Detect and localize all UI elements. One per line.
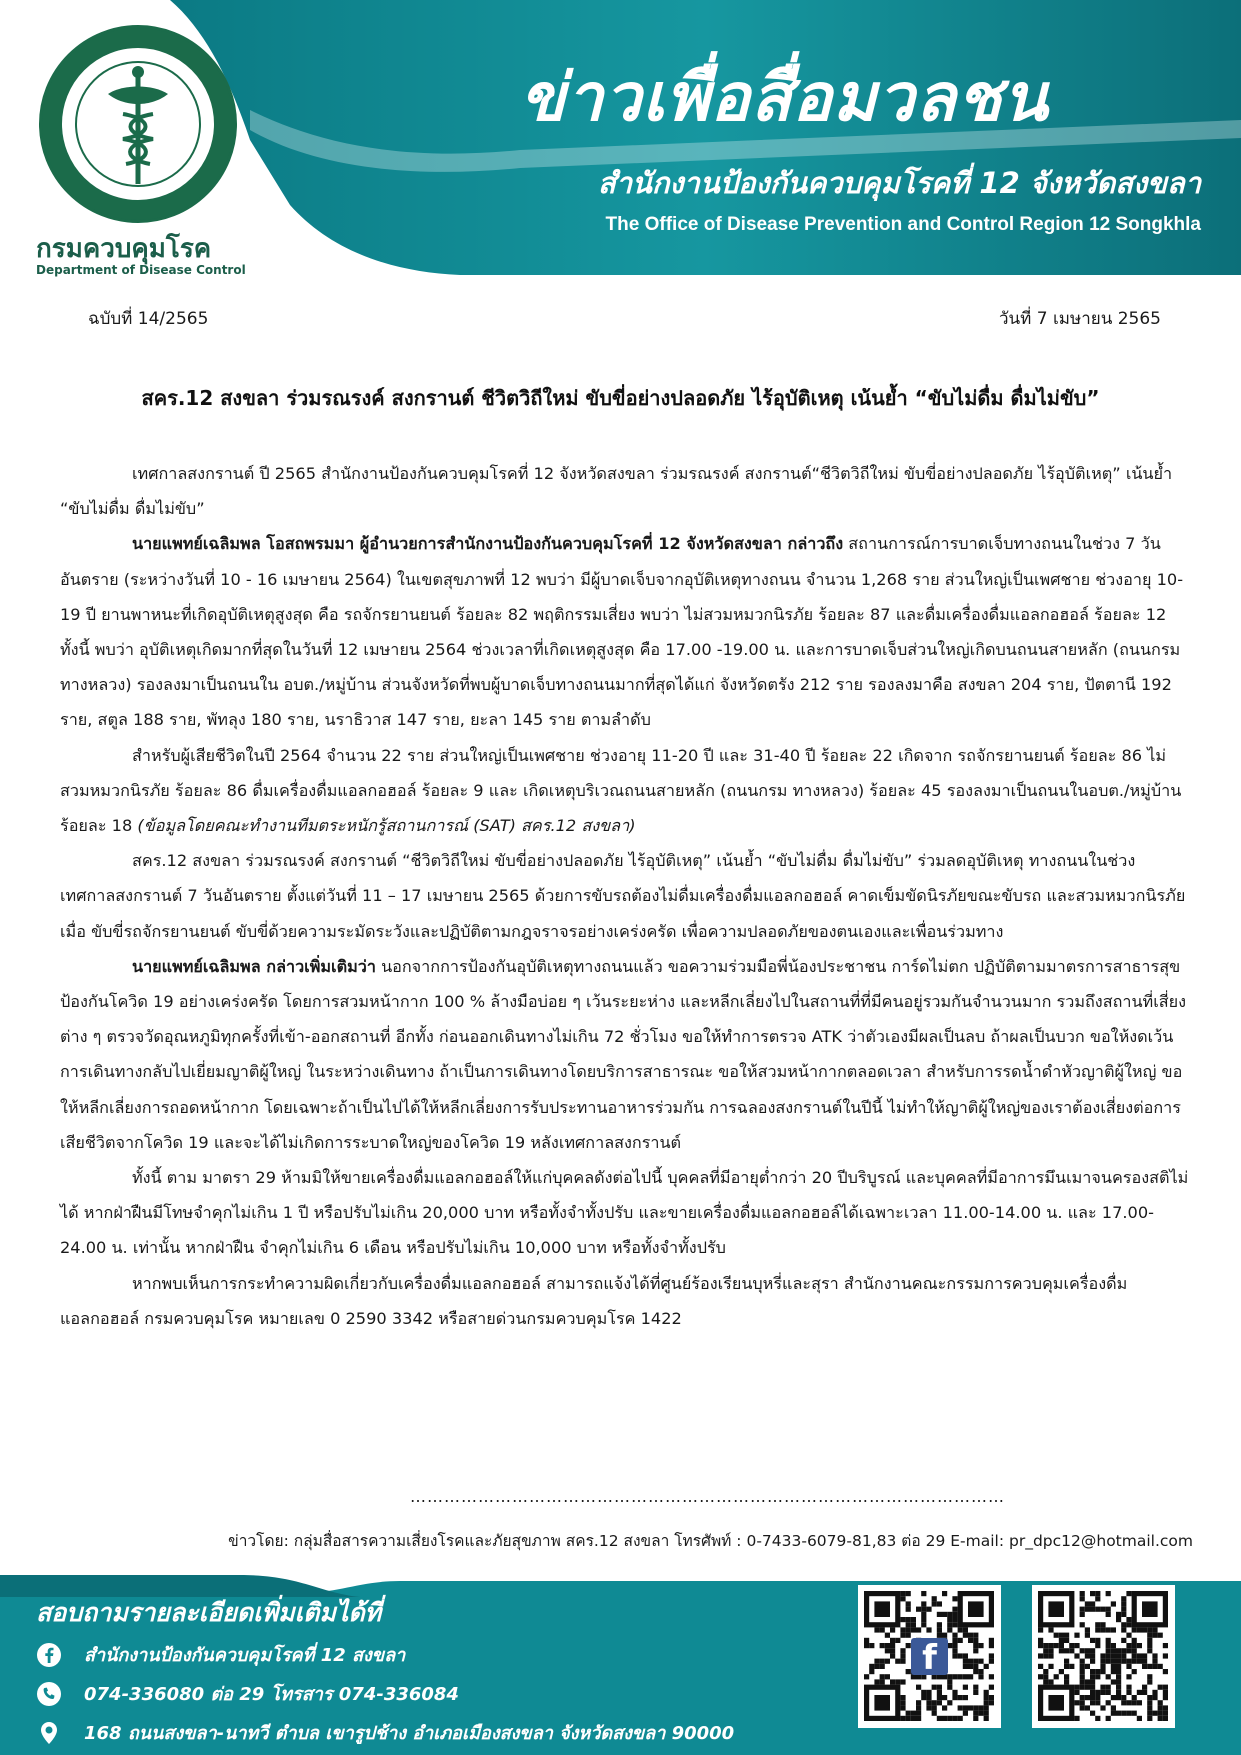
svg-text:f: f: [922, 1638, 937, 1678]
footer-facebook-row[interactable]: [36, 1640, 405, 1669]
article-body: [60, 456, 1190, 1336]
qr-code-icon[interactable]: [858, 1585, 1001, 1728]
office-address: 168 ถนนสงขลา-นาทวี ตำบล เขารูปช้าง อำเภอเมืองสงขลา จังหวัดสงขลา 90000: [84, 1723, 735, 1744]
issue-number: ฉบับที่ 14/2565: [88, 309, 209, 329]
footer-address-row: [36, 1718, 734, 1747]
phone-fax-number: 074-336080 ต่อ 29 โทรสาร 074-336084: [84, 1684, 459, 1705]
paragraph-2: นายแพทย์เฉลิมพล โอสถพรมมา ผู้อำนวยการสำนักงานป้องกันควบคุมโรคที่ 12 จังหวัดสงขลา กล่าวถึง สถานการณ์การบาดเจ็บทางถนนในช่วง 7 วันอันตราย (ระหว่างวันที่ 10 - 16 เมษายน 2564) ในเขตสุขภาพที่ 12 พบว่า มีผู้บาดเจ็บจากอุบัติเหตุทางถนน จำนวน 1,268 ราย ส่วนใหญ่เป็นเพศชาย ช่วงอายุ 10-19 ปี ยานพาหนะที่เกิดอุบัติเหตุสูงสุด คือ รถจักรยานยนต์ ร้อยละ 82 พฤติกรรมเสี่ยง พบว่า ไม่สวมหมวกนิรภัย ร้อยละ 87 และดื่มเครื่องดื่มแอลกอฮอล์ ร้อยละ 12 ทั้งนี้ พบว่า อุบัติเหตุเกิดมากที่สุดในวันที่ 12 เมษายน 2564 ช่วงเวลาที่เกิดเหตุสูงสุด คือ 17.00 -19.00 น. และการบาดเจ็บส่วนใหญ่เกิดบนถนนสายหลัก (ถนนกรมทางหลวง) รองลงมาเป็นถนนใน อบต./หมู่บ้าน ส่วนจังหวัดที่พบผู้บาดเจ็บทางถนนมากที่สุดได้แก่ จังหวัดตรัง 212 ราย รองลงมาคือ สงขลา 204 ราย, ปัตตานี 192 ราย, สตูล 188 ราย, พัทลุง 180 ราย, นราธิวาส 147 ราย, ยะลา 145 ราย ตามลำดับ: [60, 534, 1184, 730]
separator-line: ……………………………………………………………………………………………: [410, 1487, 1005, 1506]
paragraph-3: สำหรับผู้เสียชีวิตในปี 2564 จำนวน 22 ราย ส่วนใหญ่เป็นเพศชาย ช่วงอายุ 11-20 ปี และ 31-40 ปี ร้อยละ 22 เกิดจาก รถจักรยานยนต์ ร้อยละ 86 ไม่สวมหมวกนิรภัย ร้อยละ 86 ดื่มเครื่องดื่มแอลกอฮอล์ ร้อยละ 9 และ เกิดเหตุบริเวณถนนสายหลัก (ถนนกรม ทางหลวง) ร้อยละ 45 รองลงมาเป็นถนนในอบต./หมู่บ้าน ร้อยละ 18 (ข้อมูลโดยคณะทำงานทีมตระหนักรู้สถานการณ์ (SAT) สคร.12 สงขลา): [60, 745, 1182, 836]
phone-icon: [36, 1681, 62, 1707]
qr-code-icon[interactable]: [1032, 1585, 1175, 1728]
paragraph-5: นายแพทย์เฉลิมพล กล่าวเพิ่มเติมว่า นอกจากการป้องกันอุบัติเหตุทางถนนแล้ว ขอความร่วมมือพี่น้องประชาชน การ์ดไม่ตก ปฏิบัติตามมาตรการสาธารสุขป้องกันโควิด 19 อย่างเคร่งครัด โดยการสวมหน้ากาก 100 % ล้างมือบ่อย ๆ เว้นระยะห่าง และหลีกเลี่ยงไปในสถานที่ที่มีคนอยู่รวมกันจำนวนมาก รวมถึงสถานที่เสี่ยงต่าง ๆ ตรวจวัดอุณหภูมิทุกครั้งที่เข้า-ออกสถานที่ อีกทั้ง ก่อนออกเดินทางไม่เกิน 72 ชั่วโมง ขอให้ทำการตรวจ ATK ว่าตัวเองมีผลเป็นลบ ถ้าผลเป็นบวก ขอให้งดเว้นการเดินทางกลับไปเยี่ยมญาติผู้ใหญ่ ในระหว่างเดินทาง ถ้าเป็นการเดินทางโดยบริการสาธารณะ ขอให้สวมหน้ากากตลอดเวลา สำหรับการรดน้ำดำหัวญาติผู้ใหญ่ ขอให้หลีกเลี่ยงการถอดหน้ากาก โดยเฉพาะถ้าเป็นไปได้ให้หลีกเลี่ยงการรับประทานอาหารร่วมกัน การฉลองสงกรานต์ในปีนี้ ไม่ทำให้ญาติผู้ใหญ่ของเราต้องเสี่ยงต่อการเสียชีวิตจากโควิด 19 และจะได้ไม่เกิดการระบาดใหญ่ของโควิด 19 หลังเทศกาลสงกรานต์: [60, 956, 1187, 1152]
footer-phone-row[interactable]: [36, 1679, 459, 1708]
footer-title: สอบถามรายละเอียดเพิ่มเติมได้ที่: [36, 1598, 382, 1627]
facebook-icon: [36, 1642, 62, 1668]
office-name-thai: สำนักงานป้องกันควบคุมโรคที่ 12 จังหวัดสงขลา: [598, 166, 1201, 200]
paragraph-6: ทั้งนี้ ตาม มาตรา 29 ห้ามมิให้ขายเครื่องดื่มแอลกอฮอล์ให้แก่บุคคลดังต่อไปนี้ บุคคลที่มีอายุต่ำกว่า 20 ปีบริบูรณ์ และบุคคลที่มีอาการมึนเมาจนครองสติไม่ได้ หากฝ่าฝืนมีโทษจำคุกไม่เกิน 1 ปี หรือปรับไม่เกิน 20,000 บาท หรือทั้งจำทั้งปรับ และขายเครื่องดื่มแอลกอฮอล์ได้เฉพาะเวลา 11.00-14.00 น. และ 17.00-24.00 น. เท่านั้น หากฝ่าฝืน จำคุกไม่เกิน 6 เดือน หรือปรับไม่เกิน 10,000 บาท หรือทั้งจำทั้งปรับ: [60, 1168, 1189, 1258]
paragraph-4: สคร.12 สงขลา ร่วมรณรงค์ สงกรานต์ “ชีวิตวิถีใหม่ ขับขี่อย่างปลอดภัย ไร้อุบัติเหตุ” เน้นย้ำ “ขับไม่ดื่ม ดื่มไม่ขับ” ร่วมลดอุบัติเหตุ ทางถนนในช่วงเทศกาลสงกรานต์ 7 วันอันตราย ตั้งแต่วันที่ 11 – 17 เมษายน 2565 ด้วยการขับรถต้องไม่ดื่มเครื่องดื่มแอลกอฮอล์ คาดเข็มขัดนิรภัยขณะขับรถ และสวมหมวกนิรภัยเมื่อ ขับขี่รถจักรยานยนต์ ขับขี่ด้วยความระมัดระวังและปฏิบัติตามกฎจราจรอย่างเคร่งครัด เพื่อความปลอดภัยของตนเองและเพื่อนร่วมทาง: [60, 851, 1186, 941]
facebook-page-name: สำนักงานป้องกันควบคุมโรคที่ 12 สงขลา: [84, 1645, 406, 1666]
headline: สคร.12 สงขลา ร่วมรณรงค์ สงกรานต์ ชีวิตวิถีใหม่ ขับขี่อย่างปลอดภัย ไร้อุบัติเหตุ เน้นย้ำ “ขับไม่ดื่ม ดื่มไม่ขับ”: [141, 386, 1100, 410]
press-release-title: ข่าวเพื่อสื่อมวลชน: [520, 59, 1049, 136]
department-name-thai: กรมควบคุมโรค: [36, 234, 212, 264]
location-icon: [36, 1720, 62, 1746]
speaker-intro: นายแพทย์เฉลิมพล โอสถพรมมา ผู้อำนวยการสำนักงานป้องกันควบคุมโรคที่ 12 จังหวัดสงขลา กล่าวถึง: [132, 534, 844, 554]
news-contact-line: ข่าวโดย: กลุ่มสื่อสารความเสี่ยงโรคและภัยสุขภาพ สคร.12 สงขลา โทรศัพท์ : 0-7433-6079-81,83 ต่อ 29 E-mail: pr_dpc12@hotmail.com: [228, 1532, 1193, 1550]
header-banner: [0, 0, 1241, 290]
paragraph-1: เทศกาลสงกรานต์ ปี 2565 สำนักงานป้องกันควบคุมโรคที่ 12 จังหวัดสงขลา ร่วมรณรงค์ สงกรานต์“ชีวิตวิถีใหม่ ขับขี่อย่างปลอดภัย ไร้อุบัติเหตุ” เน้นย้ำ “ขับไม่ดื่ม ดื่มไม่ขับ”: [60, 464, 1173, 519]
speaker-addition: นายแพทย์เฉลิมพล กล่าวเพิ่มเติมว่า: [132, 956, 376, 976]
release-date: วันที่ 7 เมษายน 2565: [998, 309, 1161, 329]
paragraph-7: หากพบเห็นการกระทำความผิดเกี่ยวกับเครื่องดื่มแอลกอฮอล์ สามารถแจ้งได้ที่ศูนย์ร้องเรียนบุหรี่และสุรา สำนักงานคณะกรรมการควบคุมเครื่องดื่มแอลกอฮอล์ กรมควบคุมโรค หมายเลข 0 2590 3342 หรือสายด่วนกรมควบคุมโรค 1422: [60, 1273, 1128, 1328]
data-source-note: (ข้อมูลโดยคณะทำงานทีมตระหนักรู้สถานการณ์ (SAT) สคร.12 สงขลา): [137, 816, 636, 836]
ministry-logo: [38, 24, 238, 224]
department-name-english: Department of Disease Control: [36, 263, 246, 277]
office-name-english: The Office of Disease Prevention and Control Region 12 Songkhla: [605, 214, 1201, 235]
